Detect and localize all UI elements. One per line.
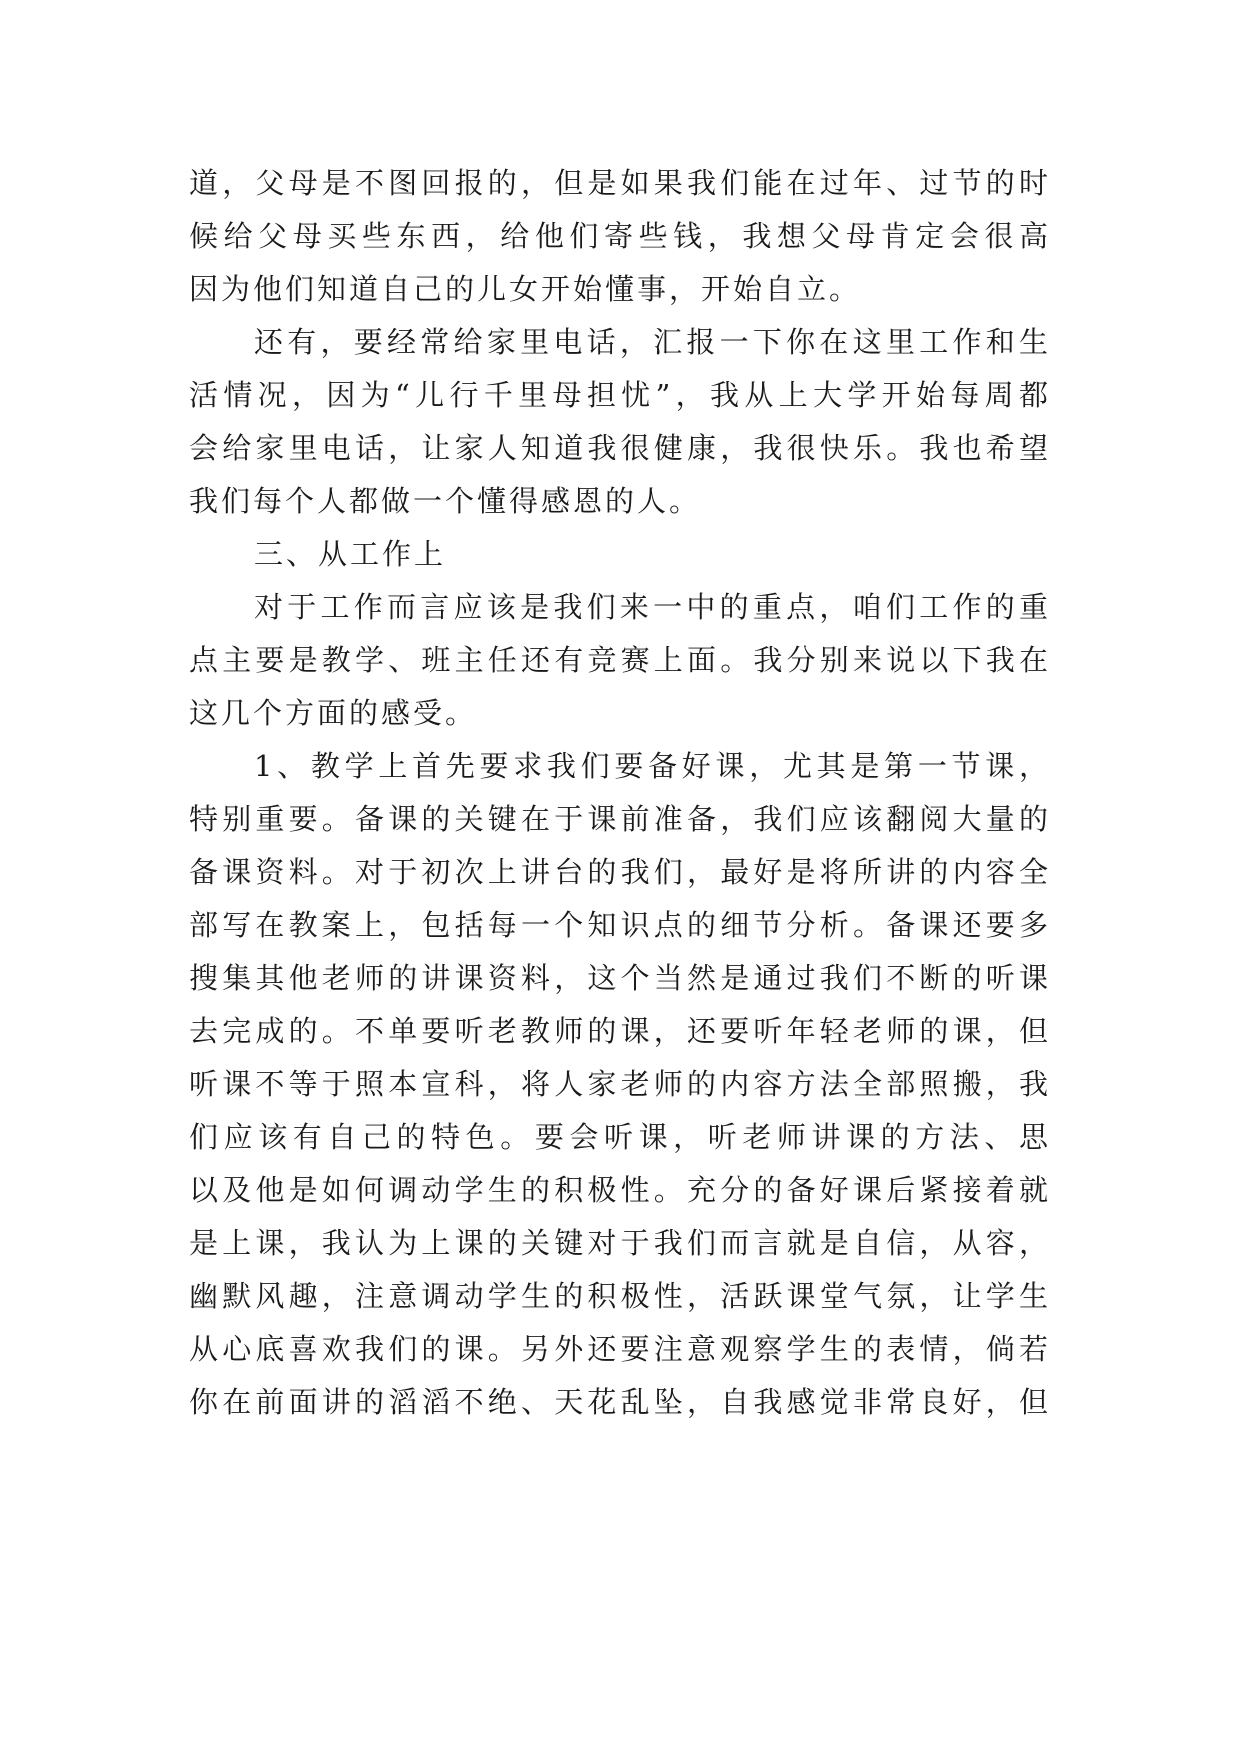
text-line: 1、教学上首先要求我们要备好课，尤其是第一节课， <box>254 749 1051 783</box>
text-line: 三、从工作上 <box>254 537 447 571</box>
text-line: 对于工作而言应该是我们来一中的重点，咱们工作的重 <box>254 590 1051 624</box>
text-line: 以及他是如何调动学生的积极性。充分的备好课后紧接着就 <box>189 1173 1051 1207</box>
text-line: 因为他们知道自己的儿女开始懂事，开始自立。 <box>189 272 862 306</box>
text-line: 搜集其他老师的讲课资料，这个当然是通过我们不断的听课 <box>189 961 1051 995</box>
text-line: 道，父母是不图回报的，但是如果我们能在过年、过节的时 <box>189 166 1051 200</box>
text-line: 从心底喜欢我们的课。另外还要注意观察学生的表情，倘若 <box>189 1332 1051 1366</box>
text-line: 是上课，我认为上课的关键对于我们而言就是自信，从容， <box>189 1226 1051 1260</box>
document-body <box>189 157 1051 1429</box>
text-line: 部写在教案上，包括每一个知识点的细节分析。备课还要多 <box>189 908 1051 942</box>
text-line: 这几个方面的感受。 <box>189 696 478 730</box>
text-line: 会给家里电话，让家人知道我很健康，我很快乐。我也希望 <box>189 431 1051 465</box>
text-line: 点主要是教学、班主任还有竞赛上面。我分别来说以下我在 <box>189 643 1051 677</box>
text-line: 听课不等于照本宣科，将人家老师的内容方法全部照搬，我 <box>189 1067 1051 1101</box>
text-line: 我们每个人都做一个懂得感恩的人。 <box>189 484 702 518</box>
text-line: 幽默风趣，注意调动学生的积极性，活跃课堂气氛，让学生 <box>189 1279 1051 1313</box>
text-line: 活情况，因为“儿行千里母担忧”，我从上大学开始每周都 <box>189 378 1051 412</box>
text-line: 们应该有自己的特色。要会听课，听老师讲课的方法、思 <box>189 1120 1051 1154</box>
text-line: 特别重要。备课的关键在于课前准备，我们应该翻阅大量的 <box>189 802 1051 836</box>
text-line: 候给父母买些东西，给他们寄些钱，我想父母肯定会很高 <box>189 219 1051 253</box>
text-line: 还有，要经常给家里电话，汇报一下你在这里工作和生 <box>254 325 1051 359</box>
text-line: 备课资料。对于初次上讲台的我们，最好是将所讲的内容全 <box>189 855 1051 889</box>
text-line: 去完成的。不单要听老教师的课，还要听年轻老师的课，但 <box>189 1014 1051 1048</box>
text-line: 你在前面讲的滔滔不绝、天花乱坠，自我感觉非常良好，但 <box>189 1385 1051 1419</box>
